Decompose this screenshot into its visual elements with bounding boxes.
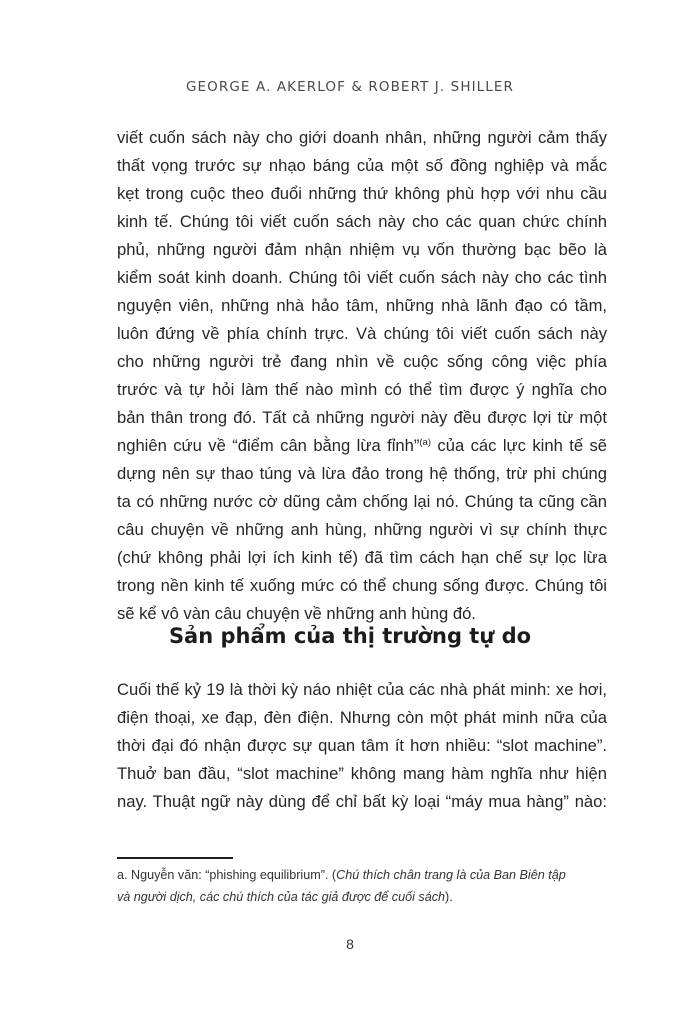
text-line: kiểm soát kinh doanh. Chúng tôi viết cuốn sách này cho các tình	[117, 268, 607, 287]
text-line: cho những người trẻ đang nhìn về cuộc sống công việc phía	[117, 352, 607, 371]
text-line: Cuối thế kỷ 19 là thời kỳ náo nhiệt của các nhà phát minh: xe hơi,	[117, 680, 607, 699]
paragraph-1	[117, 124, 607, 628]
footnote-italic: và người dịch, các chú thích của tác giả được để cuối sách	[117, 890, 446, 904]
text-line: câu chuyện về những anh hùng, những người vì sự chính thực	[117, 520, 607, 539]
text-line: sẽ kể vô vàn câu chuyện về những anh hùng đó.	[117, 604, 476, 623]
footnote	[117, 864, 607, 908]
text-line: viết cuốn sách này cho giới doanh nhân, những người cảm thấy	[117, 128, 607, 147]
text-line: ta có những nước cờ dũng cảm chống lại nó. Chúng ta cũng cần	[117, 492, 607, 511]
text-segment: nghiên cứu về “điểm cân bằng lừa fỉnh”	[117, 436, 420, 455]
running-header: GEORGE A. AKERLOF & ROBERT J. SHILLER	[185, 79, 515, 95]
text-line-with-footnote-ref	[117, 432, 607, 460]
text-line: kinh tế. Chúng tôi viết cuốn sách này cho các quan chức chính	[117, 212, 607, 231]
section-heading: Sản phẩm của thị trường tự do	[168, 624, 532, 648]
text-line: (chứ không phải lợi ích kinh tế) đã tìm cách hạn chế sự lọc lừa	[117, 548, 607, 567]
page-number: 8	[346, 936, 354, 952]
text-line: nguyện viên, những nhà hảo tâm, những nhà lãnh đạo có tầm,	[117, 296, 607, 315]
text-line: kẹt trong cuộc theo đuổi những thứ không phù hợp với nhu cầu	[117, 184, 607, 203]
text-line: điện thoại, xe đạp, đèn điện. Nhưng còn một phát minh nữa của	[117, 708, 607, 727]
text-line: phủ, những người đảm nhận nhiệm vụ vốn thường bạc bẽo là	[117, 240, 607, 259]
text-line: luôn đứng về phía chính trực. Và chúng tôi viết cuốn sách này	[117, 324, 607, 343]
footnote-divider	[117, 857, 233, 859]
text-line: thất vọng trước sự nhạo báng của một số đồng nghiệp và mắc	[117, 156, 607, 175]
footnote-line	[117, 886, 607, 908]
text-segment: của các lực kinh tế sẽ	[431, 436, 607, 455]
text-line: trước và tự hỏi làm thế nào mình có thể tìm được ý nghĩa cho	[117, 380, 607, 399]
text-line: dựng nên sự thao túng và lừa đảo trong hệ thống, trừ phi chúng	[117, 464, 607, 483]
footnote-italic: Chú thích chân trang là của Ban Biên tập	[336, 868, 566, 882]
text-line: Thuở ban đầu, “slot machine” không mang hàm nghĩa như hiện	[117, 764, 607, 783]
text-line: nay. Thuật ngữ này dùng để chỉ bất kỳ loại “máy mua hàng” nào:	[117, 792, 607, 811]
paragraph-2	[117, 676, 607, 816]
footnote-marker: (a)	[419, 437, 432, 448]
text-line: trong nền kinh tế xuống mức có thể chung sống được. Chúng tôi	[117, 576, 607, 595]
text-line: bản thân trong đó. Tất cả những người này đều được lợi từ một	[117, 408, 607, 427]
footnote-lead: a. Nguyễn văn: “phishing equilibrium”. (	[117, 868, 337, 882]
footnote-tail: ).	[445, 890, 453, 904]
text-line: thời đại đó nhận được sự quan tâm ít hơn nhiều: “slot machine”.	[117, 736, 607, 755]
footnote-line	[117, 864, 607, 886]
